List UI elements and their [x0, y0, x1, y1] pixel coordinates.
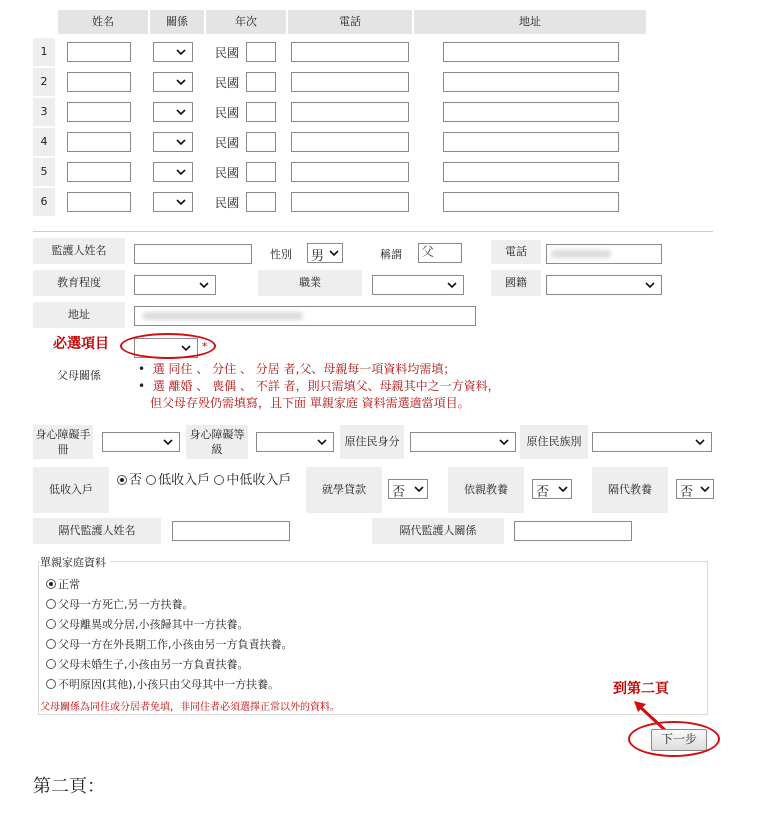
radio-low-label: 低收入戶 [158, 473, 211, 488]
header-year: 年次 [206, 10, 286, 34]
title-value: 父 [421, 245, 435, 260]
education-select[interactable] [134, 275, 216, 295]
gender-label: 性別 [270, 248, 292, 261]
member-relation-select[interactable] [153, 102, 193, 122]
radio-mid-label: 中低收入戶 [226, 473, 292, 488]
chevron-down-icon [175, 136, 187, 148]
redacted-address [143, 312, 303, 320]
single-parent-option[interactable] [46, 636, 293, 652]
member-address-input[interactable] [443, 162, 619, 182]
member-phone-input[interactable] [291, 192, 409, 212]
grand-guardian-name-input[interactable] [172, 521, 290, 541]
radio-icon[interactable] [46, 599, 56, 609]
tribe-label: 原住民族別 [520, 425, 588, 459]
minguo-label: 民國 [215, 76, 240, 90]
title-input[interactable] [418, 243, 462, 263]
grand-value: 否 [680, 485, 694, 500]
row-number: 1 [33, 38, 55, 66]
education-label: 教育程度 [33, 270, 125, 296]
member-year-input[interactable] [246, 42, 276, 62]
radio-no-label: 否 [129, 473, 143, 488]
disability-level-select[interactable] [256, 432, 334, 452]
row-number: 3 [33, 98, 55, 126]
single-parent-option-label: 不明原因(其他),小孩只由父母其中一方扶養。 [58, 678, 280, 691]
member-year-input[interactable] [246, 102, 276, 122]
single-parent-option[interactable] [46, 616, 249, 632]
chevron-down-icon [175, 106, 187, 118]
aboriginal-select[interactable] [410, 432, 516, 452]
nationality-label: 國籍 [491, 270, 541, 296]
chevron-down-icon [498, 436, 510, 448]
chevron-down-icon [644, 279, 656, 291]
member-phone-input[interactable] [291, 102, 409, 122]
row-number: 6 [33, 188, 55, 216]
member-address-input[interactable] [443, 72, 619, 92]
low-income-radios [117, 472, 297, 489]
single-parent-note: 父母關係為同住或分居者免填，非同住者必須選擇正常以外的資料。 [40, 702, 340, 713]
single-parent-option[interactable] [46, 676, 279, 692]
chevron-down-icon [175, 76, 187, 88]
required-note: 必選項目 [53, 336, 109, 352]
aboriginal-label: 原住民身分 [340, 425, 404, 459]
guardian-name-input[interactable] [134, 244, 252, 264]
row-number: 5 [33, 158, 55, 186]
radio-icon[interactable] [46, 679, 56, 689]
loan-value: 否 [392, 485, 406, 500]
member-name-input[interactable] [67, 102, 131, 122]
member-relation-select[interactable] [153, 192, 193, 212]
radio-icon[interactable] [46, 619, 56, 629]
gender-value: 男 [311, 249, 325, 264]
member-name-input[interactable] [67, 42, 131, 62]
address-label: 地址 [33, 302, 125, 328]
nationality-select[interactable] [546, 275, 662, 295]
member-relation-select[interactable] [153, 72, 193, 92]
row-number: 2 [33, 68, 55, 96]
chevron-down-icon [175, 196, 187, 208]
radio-low[interactable] [146, 475, 156, 485]
member-address-input[interactable] [443, 42, 619, 62]
loan-label: 就學貸款 [306, 467, 382, 513]
chevron-down-icon [699, 483, 711, 495]
single-parent-option-label: 父母未婚生子,小孩由另一方負責扶養。 [58, 658, 249, 671]
grand-select[interactable] [676, 479, 714, 499]
relatives-label: 依親教養 [448, 467, 524, 513]
radio-mid[interactable] [214, 475, 224, 485]
member-year-input[interactable] [246, 192, 276, 212]
chevron-down-icon [198, 279, 210, 291]
member-year-input[interactable] [246, 132, 276, 152]
radio-icon[interactable] [46, 659, 56, 669]
minguo-label: 民國 [215, 106, 240, 120]
next-highlight-circle [628, 721, 720, 757]
chevron-down-icon [175, 166, 187, 178]
header-relation: 關係 [150, 10, 204, 34]
member-address-input[interactable] [443, 132, 619, 152]
bullet-2: • 選 離婚 、 喪偶 、 不詳 者，則只需填父、母親其中之一方資料， [138, 379, 500, 393]
member-phone-input[interactable] [291, 42, 409, 62]
phone-input[interactable] [546, 244, 662, 264]
grand-label: 隔代教養 [592, 467, 668, 513]
next-button-label: 下一步 [660, 732, 697, 746]
radio-icon[interactable] [46, 639, 56, 649]
chevron-down-icon [694, 436, 706, 448]
tribe-select[interactable] [592, 432, 712, 452]
handbook-select[interactable] [102, 432, 180, 452]
bullet-1: • 選 同住 、 分住 、 分居 者,父、母親每一項資料均需填； [138, 362, 456, 376]
member-phone-input[interactable] [291, 132, 409, 152]
member-name-input[interactable] [67, 132, 131, 152]
header-name: 姓名 [58, 10, 148, 34]
handbook-label: 身心障礙手冊 [33, 425, 93, 459]
single-parent-option[interactable] [46, 596, 194, 612]
grand-guardian-relation-label: 隔代監護人關係 [372, 518, 504, 544]
chevron-down-icon [557, 483, 569, 495]
grand-guardian-relation-input[interactable] [514, 521, 632, 541]
member-address-input[interactable] [443, 192, 619, 212]
bullet-1-text: 選 同住 、 分住 、 分居 者,父、母親每一項資料均需填； [152, 362, 456, 376]
single-parent-option-label: 父母一方死亡,另一方扶養。 [58, 598, 194, 611]
member-relation-select[interactable] [153, 132, 193, 152]
chevron-down-icon [162, 436, 174, 448]
job-select[interactable] [372, 275, 464, 295]
header-address: 地址 [414, 10, 646, 34]
chevron-down-icon [446, 279, 458, 291]
redacted-phone [551, 250, 611, 258]
radio-no[interactable] [117, 475, 127, 485]
minguo-label: 民國 [215, 136, 240, 150]
job-label: 職業 [258, 270, 362, 296]
guardian-name-label: 監護人姓名 [33, 238, 125, 264]
relatives-value: 否 [536, 485, 550, 500]
grand-guardian-name-label: 隔代監護人姓名 [33, 518, 161, 544]
loan-select[interactable] [388, 479, 428, 499]
single-parent-option-label: 父母離異或分居,小孩歸其中一方扶養。 [58, 618, 249, 631]
minguo-label: 民國 [215, 166, 240, 180]
gender-select[interactable] [307, 243, 343, 263]
chevron-down-icon [413, 483, 425, 495]
single-parent-option[interactable] [46, 576, 80, 592]
member-relation-select[interactable] [153, 42, 193, 62]
parents-relation-label: 父母關係 [57, 369, 101, 382]
bullet-2-text: 選 離婚 、 喪偶 、 不詳 者，則只需填父、母親其中之一方資料， [152, 379, 500, 393]
member-phone-input[interactable] [291, 162, 409, 182]
single-parent-option-label: 父母一方在外長期工作,小孩由另一方負責扶養。 [58, 638, 293, 651]
title-label: 稱謂 [380, 248, 402, 261]
minguo-label: 民國 [215, 46, 240, 60]
section-divider [33, 231, 713, 232]
single-parent-option-label: 正常 [58, 578, 80, 591]
member-name-input[interactable] [67, 72, 131, 92]
member-year-input[interactable] [246, 72, 276, 92]
single-parent-option[interactable] [46, 656, 249, 672]
row-number: 4 [33, 128, 55, 156]
member-relation-select[interactable] [153, 162, 193, 182]
member-address-input[interactable] [443, 102, 619, 122]
low-income-label: 低收入戶 [33, 467, 109, 513]
bullet-2b: 但父母存殁仍需填寫，且下面 單親家庭 資料需選適當項目。 [150, 396, 470, 410]
single-parent-legend: 單親家庭資料 [40, 554, 110, 570]
chevron-down-icon [328, 247, 340, 259]
minguo-label: 民國 [215, 196, 240, 210]
member-year-input[interactable] [246, 162, 276, 182]
disability-level-label: 身心障礙等級 [186, 425, 248, 459]
header-phone: 電話 [288, 10, 412, 34]
footer-caption: 第二頁： [33, 776, 105, 797]
relatives-select[interactable] [532, 479, 572, 499]
required-asterisk: * [202, 340, 208, 353]
phone-label: 電話 [491, 240, 541, 264]
member-name-input[interactable] [67, 192, 131, 212]
annotation-to-page-two: 到第二頁 [613, 681, 669, 697]
member-name-input[interactable] [67, 162, 131, 182]
member-phone-input[interactable] [291, 72, 409, 92]
radio-icon[interactable] [46, 579, 56, 589]
chevron-down-icon [175, 46, 187, 58]
chevron-down-icon [316, 436, 328, 448]
address-input[interactable] [134, 306, 476, 326]
